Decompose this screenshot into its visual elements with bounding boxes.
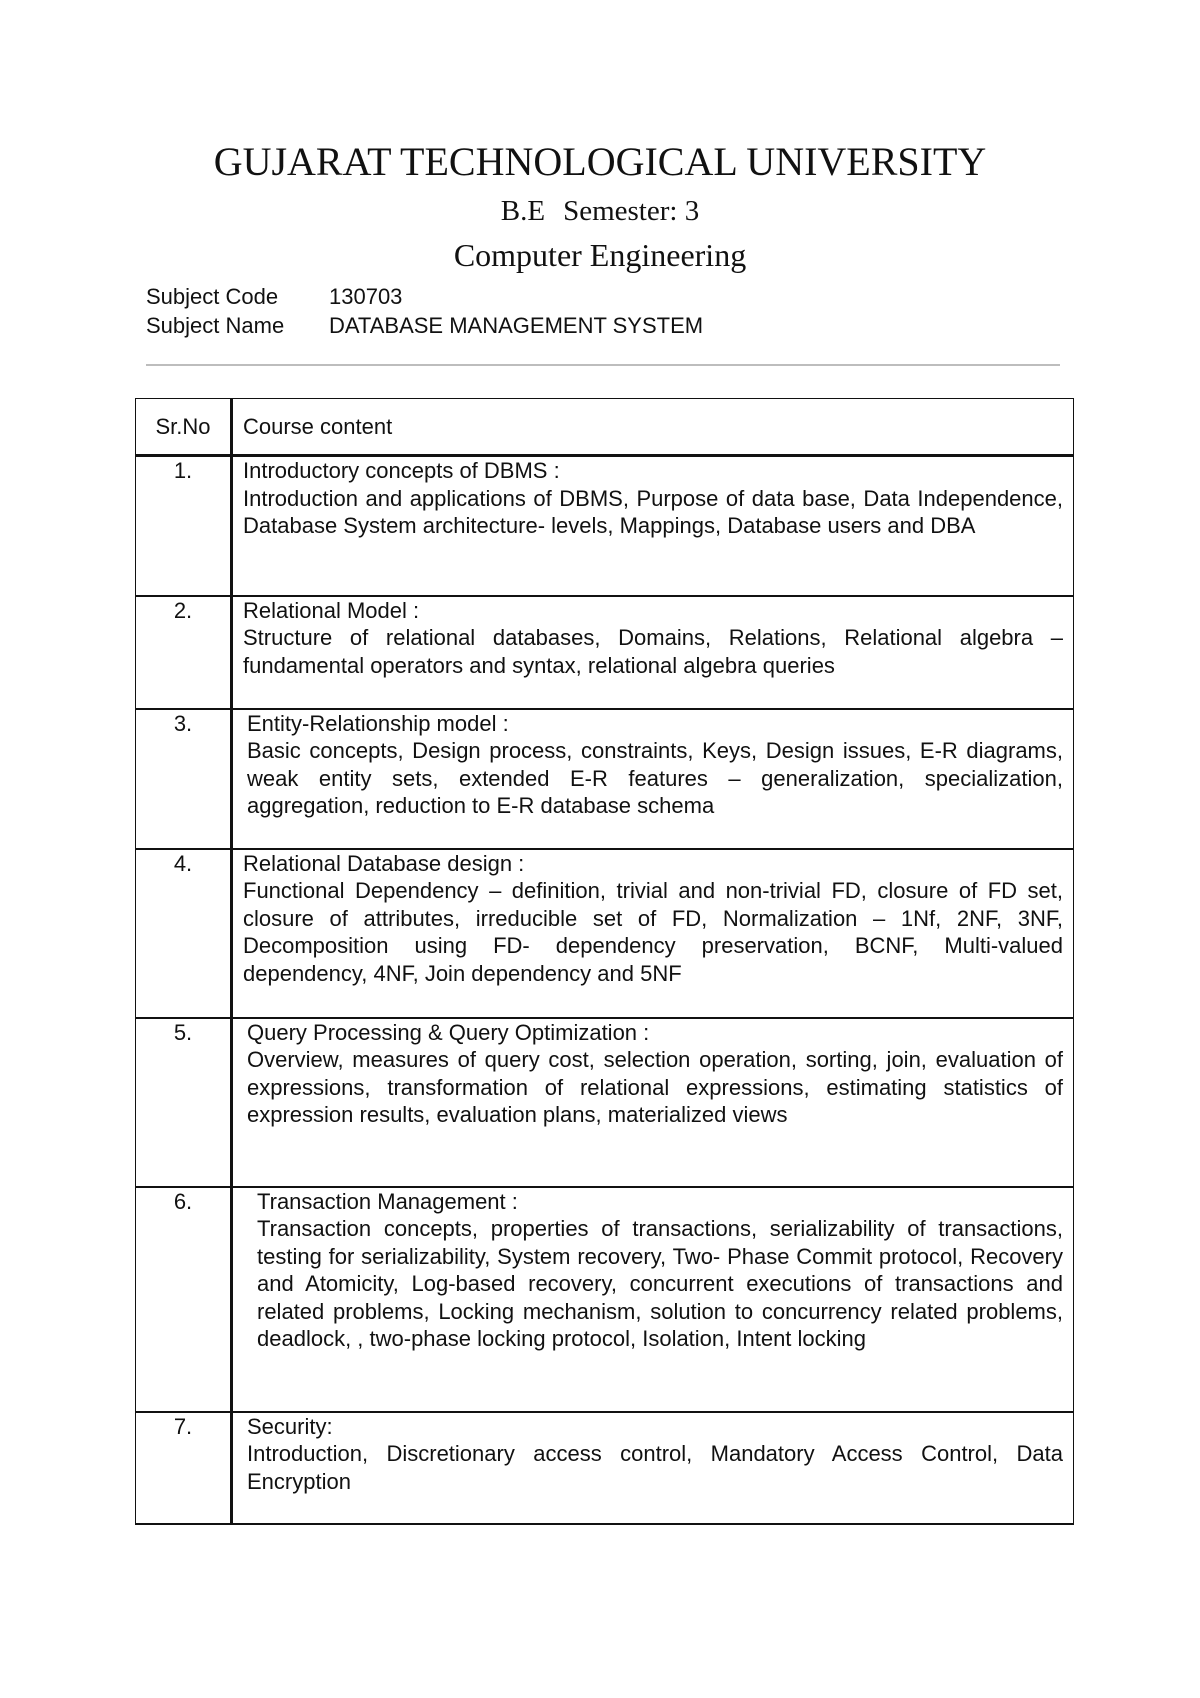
row-description: Transaction concepts, properties of transactions, serializability of transactions, testing for serializability, System recovery, Two- Phase Commit protocol, Recovery and Atomicity, Log-based recovery, concurrent executions of transactions and related problems, Locking mechanism, solution to concurrency related problems, deadlock, , two-phase locking protocol, Isolation, Intent locking: [257, 1216, 1063, 1351]
table-row: [136, 1018, 1074, 1187]
row-topic: Introductory concepts of DBMS :: [243, 458, 560, 483]
subject-code-line: [146, 283, 402, 311]
table-header-row: [136, 399, 1074, 456]
row-topic: Entity-Relationship model :: [247, 710, 509, 736]
row-content: [232, 1187, 1074, 1412]
row-description: Structure of relational databases, Domains, Relations, Relational algebra – fundamental operators and syntax, relational algebra queries: [243, 625, 1063, 678]
row-description: Introduction and applications of DBMS, Purpose of data base, Data Independence, Database System architecture- levels, Mappings, Database users and DBA: [243, 485, 1063, 538]
table-row: [136, 709, 1074, 849]
header-sr-no: Sr.No: [136, 399, 232, 456]
degree: B.E: [500, 195, 546, 227]
row-topic: Security:: [247, 1413, 333, 1439]
subject-name-value: DATABASE MANAGEMENT SYSTEM: [329, 313, 704, 338]
row-description: Functional Dependency – definition, trivial and non-trivial FD, closure of FD set, closure of attributes, irreducible set of FD, Normalization – 1Nf, 2NF, 3NF, Decomposition using FD- dependency preservation, BCNF, Multi-valued dependency, 4NF, Join dependency and 5NF: [243, 878, 1063, 986]
row-number: 1.: [136, 456, 232, 596]
row-content: [232, 596, 1074, 709]
row-content: [232, 849, 1074, 1018]
row-topic: Query Processing & Query Optimization :: [247, 1019, 650, 1045]
table-row: [136, 596, 1074, 709]
row-number: 6.: [136, 1187, 232, 1412]
row-content: [232, 1412, 1074, 1524]
subject-code-value: 130703: [329, 284, 403, 309]
header-course-content: Course content: [232, 399, 1074, 456]
row-description: Overview, measures of query cost, selection operation, sorting, join, evaluation of expressions, transformation of relational expressions, estimating statistics of expression results, evaluation plans, materialized views: [247, 1047, 1063, 1127]
subject-name-line: [146, 312, 703, 340]
row-topic: Transaction Management :: [257, 1188, 518, 1214]
row-description: Introduction, Discretionary access control, Mandatory Access Control, Data Encryption: [247, 1441, 1063, 1494]
semester-line: [0, 192, 1200, 230]
subject-name-label: Subject Name: [146, 313, 285, 338]
semester: Semester: 3: [563, 195, 700, 227]
row-content: [232, 709, 1074, 849]
table-row: [136, 849, 1074, 1018]
table-row: [136, 1187, 1074, 1412]
department-title: Computer Engineering: [453, 237, 747, 273]
row-topic: Relational Database design :: [243, 850, 525, 876]
row-number: 5.: [136, 1018, 232, 1187]
row-number: 4.: [136, 849, 232, 1018]
row-number: 2.: [136, 596, 232, 709]
university-title: GUJARAT TECHNOLOGICAL UNIVERSITY: [213, 139, 987, 184]
table-row: [136, 1412, 1074, 1524]
row-number: 7.: [136, 1412, 232, 1524]
course-content-table: [135, 398, 1074, 1525]
row-description: Basic concepts, Design process, constraints, Keys, Design issues, E-R diagrams, weak entity sets, extended E-R features – generalization, specialization, aggregation, reduction to E-R database schema: [247, 738, 1063, 818]
row-number: 3.: [136, 709, 232, 849]
horizontal-divider: [146, 364, 1060, 366]
table-row: [136, 456, 1074, 596]
subject-code-label: Subject Code: [146, 284, 279, 309]
row-content: [232, 456, 1074, 596]
row-topic: Relational Model :: [243, 597, 420, 623]
row-content: [232, 1018, 1074, 1187]
